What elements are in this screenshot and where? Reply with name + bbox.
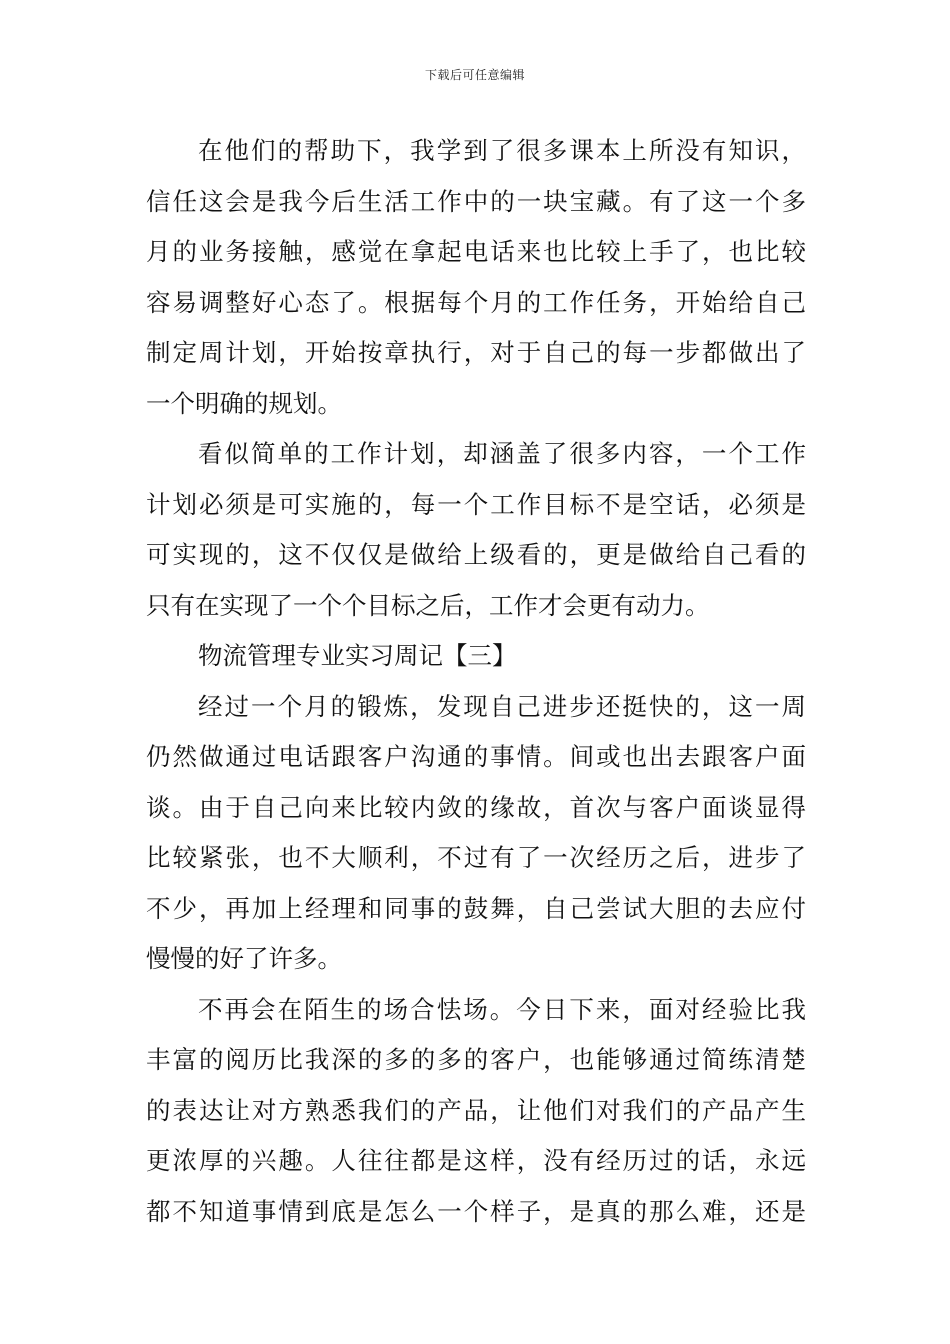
text-line: 谈。由于自己向来比较内敛的缘故，首次与客户面谈显得 <box>146 792 806 822</box>
text-line: 月的业务接触，感觉在拿起电话来也比较上手了，也比较 <box>146 237 806 266</box>
document-body <box>146 126 806 1237</box>
section-heading-text: 物流管理专业实习周记【三】 <box>198 641 517 670</box>
text-line: 经过一个月的锻炼，发现自己进步还挺快的，这一周 <box>198 691 806 721</box>
text-line: 仍然做通过电话跟客户沟通的事情。间或也出去跟客户面 <box>146 742 806 771</box>
text-line: 丰富的阅历比我深的多的多的客户，也能够通过简练清楚 <box>146 1045 806 1074</box>
text-line: 制定周计划，开始按章执行，对于自己的每一步都做出了 <box>146 338 806 367</box>
paragraph-3 <box>146 682 806 985</box>
text-line: 更浓厚的兴趣。人往往都是这样，没有经历过的话，永远 <box>146 1146 806 1175</box>
section-heading <box>146 631 806 682</box>
text-line: 信任这会是我今后生活工作中的一块宝藏。有了这一个多 <box>146 186 806 216</box>
text-line: 慢慢的好了许多。 <box>146 944 342 973</box>
text-line: 一个明确的规划。 <box>146 388 342 418</box>
text-line: 在他们的帮助下，我学到了很多课本上所没有知识， <box>198 136 806 165</box>
text-line: 比较紧张，也不大顺利，不过有了一次经历之后，进步了 <box>146 843 806 872</box>
text-line: 容易调整好心态了。根据每个月的工作任务，开始给自己 <box>146 287 806 317</box>
paragraph-4 <box>146 985 806 1238</box>
text-line: 的表达让对方熟悉我们的产品，让他们对我们的产品产生 <box>146 1095 806 1125</box>
text-line: 不少，再加上经理和同事的鼓舞，自己尝试大胆的去应付 <box>146 893 806 923</box>
text-line: 不再会在陌生的场合怯场。今日下来，面对经验比我 <box>198 994 806 1024</box>
paragraph-2 <box>146 429 806 631</box>
paragraph-1 <box>146 126 806 429</box>
text-line: 看似简单的工作计划，却涵盖了很多内容，一个工作 <box>198 439 806 468</box>
text-line: 计划必须是可实施的，每一个工作目标不是空话，必须是 <box>146 489 806 519</box>
page-header: 下载后可任意编辑 <box>424 68 525 82</box>
text-line: 只有在实现了一个个目标之后，工作才会更有动力。 <box>146 590 710 620</box>
text-line: 可实现的，这不仅仅是做给上级看的，更是做给自己看的 <box>146 540 806 569</box>
text-line: 都不知道事情到底是怎么一个样子，是真的那么难，还是 <box>146 1196 806 1226</box>
